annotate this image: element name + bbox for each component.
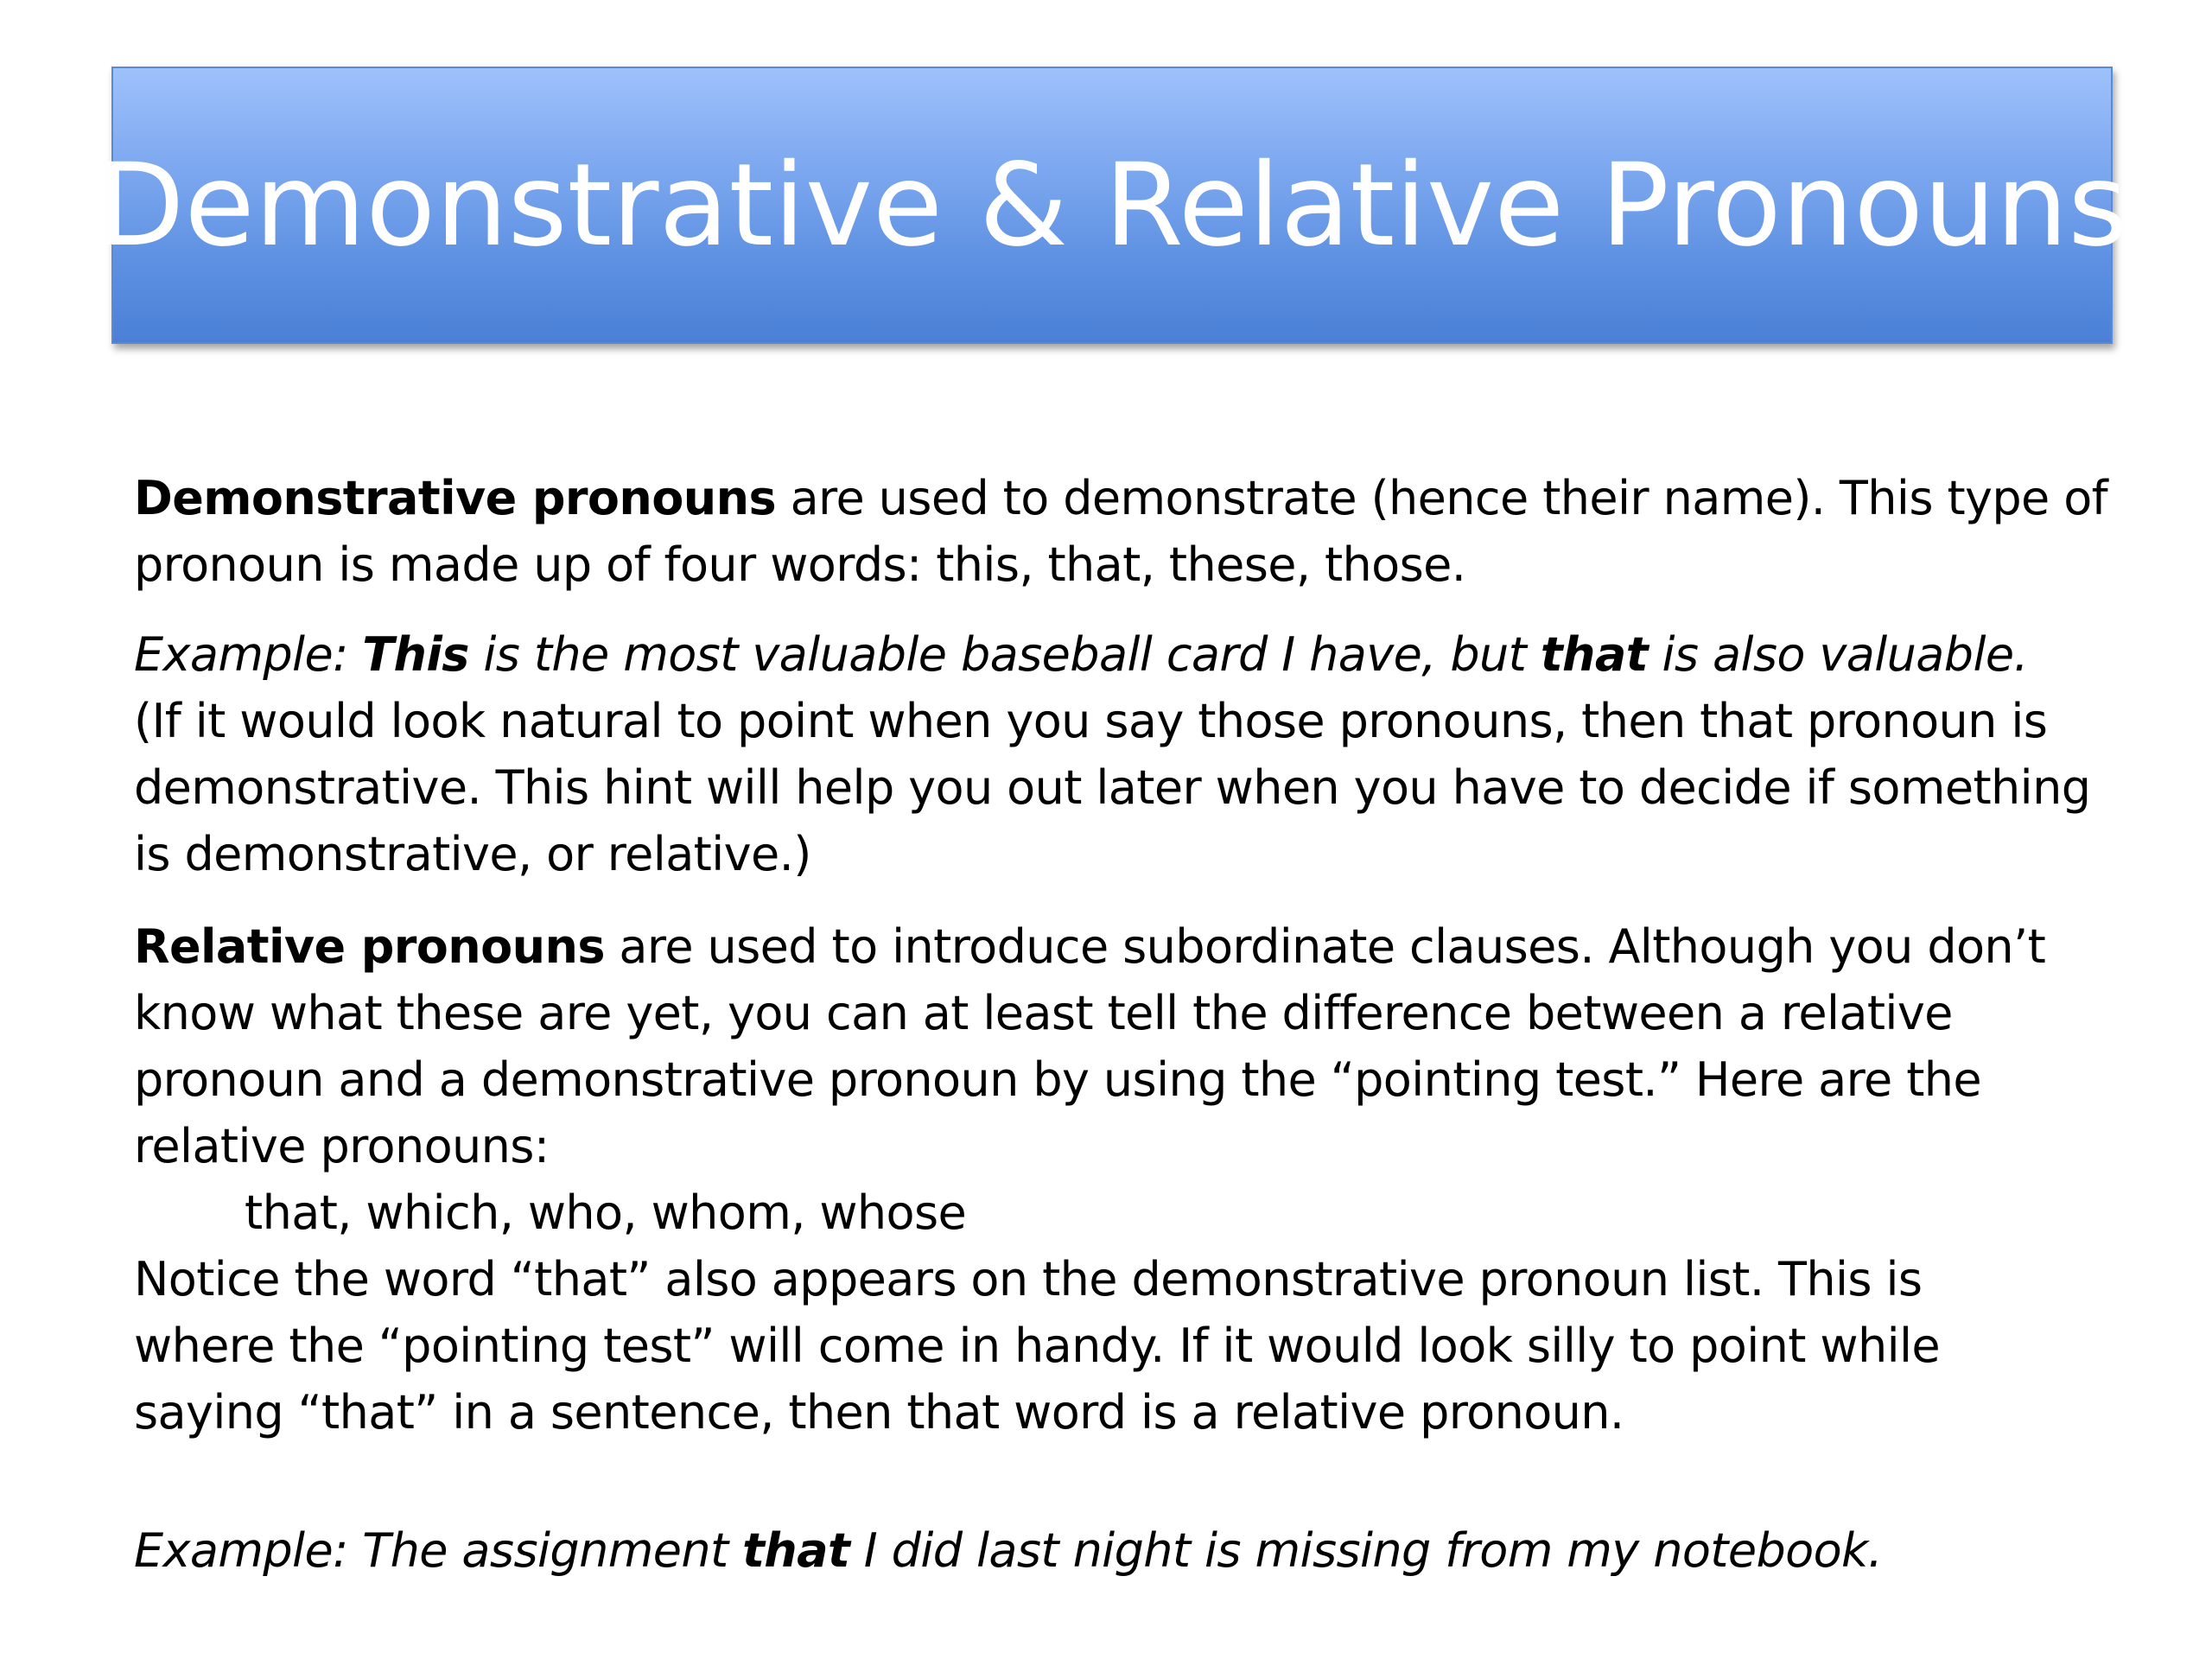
demonstrative-definition <box>134 465 2121 598</box>
text-line: relative pronouns: <box>134 1119 550 1173</box>
text-line: pronoun and a demonstrative pronoun by using the “pointing test.” Here are the <box>134 1052 1982 1107</box>
text-run: are used to introduce subordinate clauses. Although you don’t <box>604 919 2046 974</box>
emphasis-word: This <box>362 627 469 682</box>
text-run: Example: <box>134 627 363 682</box>
relative-example <box>134 1517 2121 1584</box>
title-banner <box>96 67 2128 344</box>
text-line: know what these are yet, you can at least tell the difference between a relative <box>134 986 1953 1040</box>
text-run: is the most valuable baseball card I have, but <box>468 627 1541 682</box>
demonstrative-example <box>134 621 2121 887</box>
text-line <box>134 465 2121 531</box>
text-line: is demonstrative, or relative.) <box>134 827 811 881</box>
text-run: I did last night is missing from my notebook. <box>849 1523 1883 1578</box>
relative-definition <box>134 913 2121 1446</box>
slide-title: Demonstrative & Relative Pronouns <box>96 138 2128 272</box>
text-run: are used to demonstrate (hence their name). This type of <box>776 471 2108 525</box>
text-line: where the “pointing test” will come in handy. If it would look silly to point while <box>134 1319 1941 1373</box>
text-line: (If it would look natural to point when you say those pronouns, then that pronoun is <box>134 694 2048 748</box>
emphasis-word: that <box>742 1523 850 1578</box>
text-run: Example: The assignment <box>134 1523 743 1578</box>
relative-pronoun-list: that, which, who, whom, whose <box>245 1185 967 1240</box>
term-relative-pronouns: Relative pronouns <box>134 919 605 974</box>
text-line: saying “that” in a sentence, then that word is a relative pronoun. <box>134 1385 1624 1440</box>
slide-body <box>134 465 2121 1584</box>
term-demonstrative-pronouns: Demonstrative pronouns <box>134 471 776 525</box>
text-run: is also valuable. <box>1647 627 2029 682</box>
text-line: demonstrative. This hint will help you out later when you have to decide if something <box>134 760 2091 815</box>
text-line: Notice the word “that” also appears on the demonstrative pronoun list. This is <box>134 1252 1923 1306</box>
example-line <box>134 621 2121 688</box>
text-line <box>134 913 2121 980</box>
emphasis-word: that <box>1540 627 1648 682</box>
text-line: pronoun is made up of four words: this, that, these, those. <box>134 537 1466 592</box>
